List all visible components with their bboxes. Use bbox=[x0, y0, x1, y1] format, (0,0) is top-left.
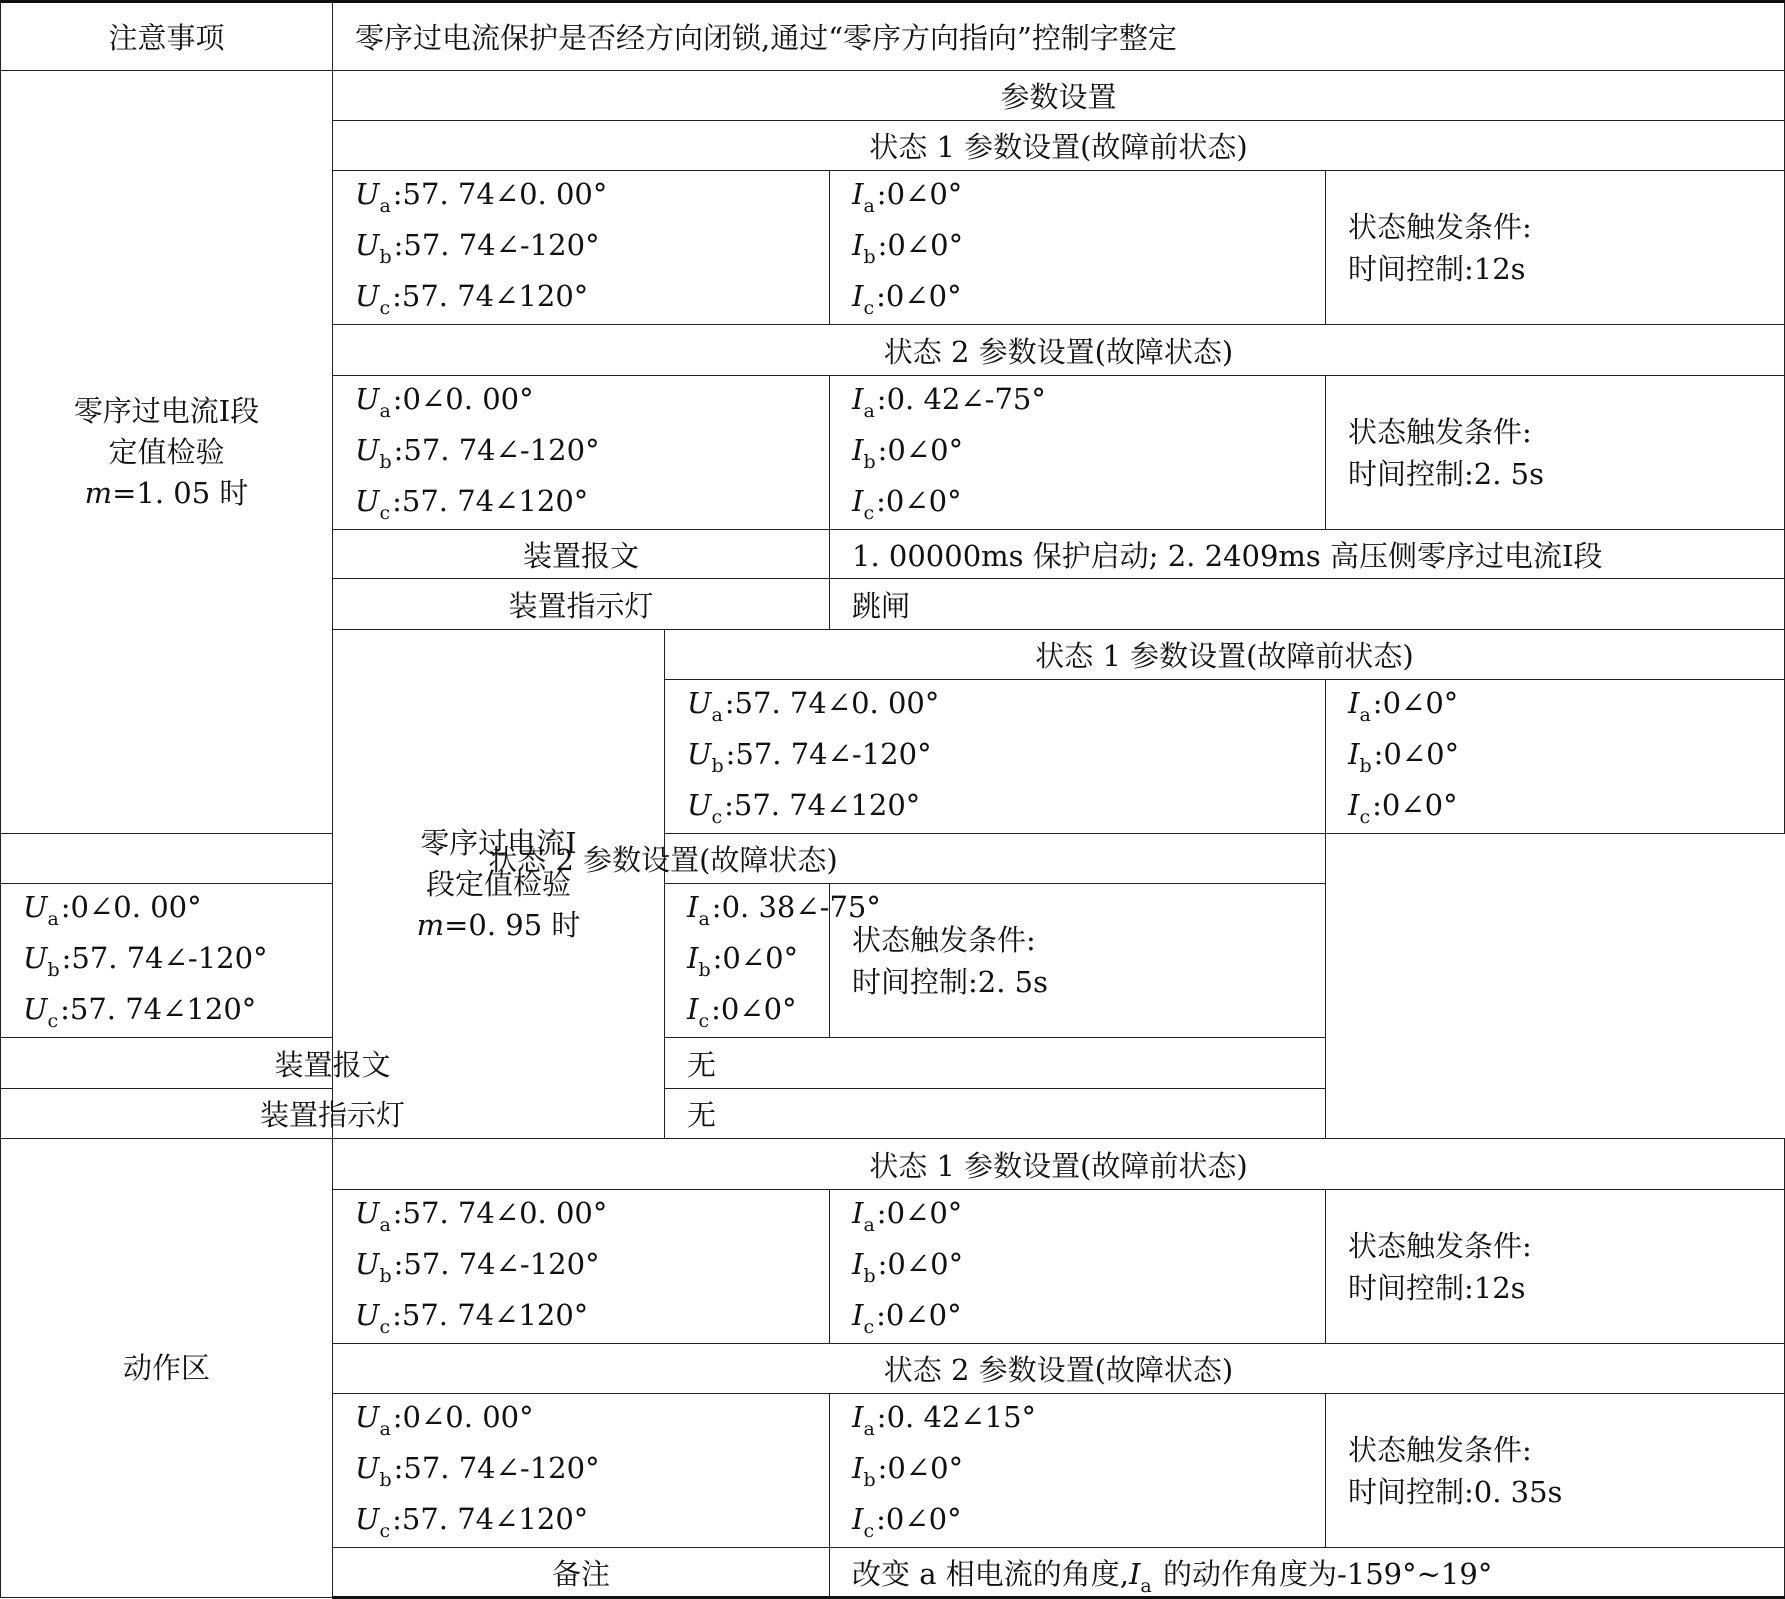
remark-label: 备注 bbox=[333, 1548, 830, 1598]
section-1-label-line1: 零序过电流Ⅰ段 bbox=[73, 393, 260, 428]
device-report-value: 1. 00000ms 保护启动; 2. 2409ms 高压侧零序过电流Ⅰ段 bbox=[830, 530, 1785, 579]
section-1-param-title-row bbox=[1, 71, 1785, 121]
current-a: $I_a:0$. 38∠-75° bbox=[687, 890, 881, 930]
voltage-b: $U_b:57$. 74∠-120° bbox=[355, 228, 600, 268]
section-2-state2-currents bbox=[665, 884, 881, 1038]
section-3-label-line1: 动作区 bbox=[122, 1350, 210, 1385]
section-1-state1-voltages bbox=[333, 171, 830, 325]
section-3-state2-trigger: 状态触发条件: 时间控制:0. 35s bbox=[1326, 1394, 1785, 1548]
section-1-state2-voltages bbox=[333, 376, 830, 530]
voltage-a: $U_a:57$. 74∠0. 00° bbox=[355, 177, 608, 217]
voltage-c: $U_c:57$. 74∠120° bbox=[355, 1502, 589, 1542]
section-3-state1-trigger: 状态触发条件: 时间控制:12s bbox=[1326, 1190, 1785, 1344]
current-b: $I_b:0\angle 0^\circ$ bbox=[852, 228, 964, 268]
notes-label: 注意事项 bbox=[1, 2, 333, 71]
voltage-c: $U_c:57$. 74∠120° bbox=[687, 788, 921, 828]
section-2-state2-trigger: 状态触发条件: 时间控制:2. 5s bbox=[830, 884, 1326, 1038]
voltage-a: $U_a:57$. 74∠0. 00° bbox=[355, 1196, 608, 1236]
notes-row bbox=[1, 2, 1785, 71]
section-3-label bbox=[1, 1139, 333, 1598]
section-3-state2-voltages bbox=[333, 1394, 830, 1548]
voltage-b: $U_b:57$. 74∠-120° bbox=[355, 433, 600, 473]
indicator-light-value: 无 bbox=[665, 1089, 1326, 1139]
current-c: $I_c:0\angle 0^\circ$ bbox=[1348, 788, 1458, 828]
section-2-m-var: m bbox=[416, 907, 445, 942]
section-2-state1-voltages bbox=[665, 680, 1326, 834]
remark-value: 改变 a 相电流的角度$,I_a$ 的动作角度为-159°~19° bbox=[830, 1548, 1785, 1598]
voltage-b: $U_b:57$. 74∠-120° bbox=[355, 1451, 600, 1491]
section-3-state2-title: 状态 2 参数设置(故障状态) bbox=[333, 1344, 1785, 1394]
section-3-state1-title-row bbox=[1, 1139, 1785, 1190]
current-b: $I_b:0\angle 0^\circ$ bbox=[852, 1451, 964, 1491]
current-c: $I_c:0\angle 0^\circ$ bbox=[852, 1502, 962, 1542]
voltage-c: $U_c:57$. 74∠120° bbox=[355, 279, 589, 319]
current-c: $I_c:0\angle 0^\circ$ bbox=[852, 1298, 962, 1338]
voltage-a: $U_a:0\angle 0$. 00° bbox=[355, 1400, 534, 1440]
current-b: $I_b:0\angle 0^\circ$ bbox=[1348, 737, 1460, 777]
section-1-state1-currents bbox=[830, 171, 1326, 325]
voltage-a: $U_a:57$. 74∠0. 00° bbox=[687, 686, 940, 726]
section-2-report-row bbox=[1, 1038, 1785, 1089]
section-2-state2-title: 状态 2 参数设置(故障状态) bbox=[1, 834, 1326, 884]
current-c: $I_c:0\angle 0^\circ$ bbox=[852, 484, 962, 524]
section-3-state1-voltages bbox=[333, 1190, 830, 1344]
indicator-light-label: 装置指示灯 bbox=[333, 579, 830, 630]
current-b: $I_b:0\angle 0^\circ$ bbox=[852, 433, 964, 473]
section-2-state1-currents bbox=[1326, 680, 1785, 834]
voltage-c: $U_c:57$. 74∠120° bbox=[355, 1298, 589, 1338]
device-report-value: 无 bbox=[665, 1038, 1326, 1089]
section-3-state1-currents bbox=[830, 1190, 1326, 1344]
section-1-state1-title: 状态 1 参数设置(故障前状态) bbox=[333, 121, 1785, 171]
notes-text: 零序过电流保护是否经方向闭锁,通过“零序方向指向”控制字整定 bbox=[333, 2, 1785, 71]
section-1-label bbox=[1, 71, 333, 834]
current-b: $I_b:0\angle 0^\circ$ bbox=[852, 1247, 964, 1287]
section-1-m-var: m bbox=[84, 475, 113, 510]
section-2-state2-values-row bbox=[1, 884, 1785, 1038]
section-1-state1-trigger: 状态触发条件: 时间控制:12s bbox=[1326, 171, 1785, 325]
current-a: $I_a:0\angle 0^\circ$ bbox=[852, 177, 963, 217]
section-2-state1-title: 状态 1 参数设置(故障前状态) bbox=[665, 630, 1785, 680]
section-2-state2-title-row bbox=[1, 834, 1785, 884]
section-1-label-line2: 定值检验 bbox=[108, 434, 225, 469]
section-3-state1-title: 状态 1 参数设置(故障前状态) bbox=[333, 1139, 1785, 1190]
section-2-label-line1: 零序过电流Ⅰ bbox=[420, 825, 577, 860]
indicator-light-value: 跳闸 bbox=[830, 579, 1785, 630]
section-1-state2-trigger: 状态触发条件: 时间控制:2. 5s bbox=[1326, 376, 1785, 530]
voltage-b: $U_b:57$. 74∠-120° bbox=[687, 737, 932, 777]
section-1-m-value: =1. 05 时 bbox=[112, 475, 249, 510]
current-a: $I_a:0\angle 0^\circ$ bbox=[1348, 686, 1459, 726]
section-1-state2-title: 状态 2 参数设置(故障状态) bbox=[333, 325, 1785, 376]
current-c: $I_c:0\angle 0^\circ$ bbox=[687, 992, 797, 1032]
voltage-b: $U_b:57$. 74∠-120° bbox=[23, 941, 268, 981]
current-a: $I_a:0\angle 0^\circ$ bbox=[852, 1196, 963, 1236]
current-b: $I_b:0\angle 0^\circ$ bbox=[687, 941, 799, 981]
section-2-light-row bbox=[1, 1089, 1785, 1139]
voltage-a: $U_a:0\angle 0$. 00° bbox=[23, 890, 202, 930]
section-1-state2-currents bbox=[830, 376, 1326, 530]
device-report-label: 装置报文 bbox=[333, 530, 830, 579]
voltage-c: $U_c:57$. 74∠120° bbox=[355, 484, 589, 524]
section-3-state2-currents bbox=[830, 1394, 1326, 1548]
voltage-a: $U_a:0\angle 0$. 00° bbox=[355, 382, 534, 422]
voltage-b: $U_b:57$. 74∠-120° bbox=[355, 1247, 600, 1287]
section-2-m-value: =0. 95 时 bbox=[444, 907, 581, 942]
section-2-label-line2: 段定值检验 bbox=[425, 866, 571, 901]
current-c: $I_c:0\angle 0^\circ$ bbox=[852, 279, 962, 319]
indicator-light-label: 装置指示灯 bbox=[1, 1089, 665, 1139]
param-settings-title: 参数设置 bbox=[333, 71, 1785, 121]
current-a: $I_a:0$. 42∠15° bbox=[852, 1400, 1037, 1440]
device-report-label: 装置报文 bbox=[1, 1038, 665, 1089]
voltage-c: $U_c:57$. 74∠120° bbox=[23, 992, 257, 1032]
current-a: $I_a:0$. 42∠-75° bbox=[852, 382, 1046, 422]
